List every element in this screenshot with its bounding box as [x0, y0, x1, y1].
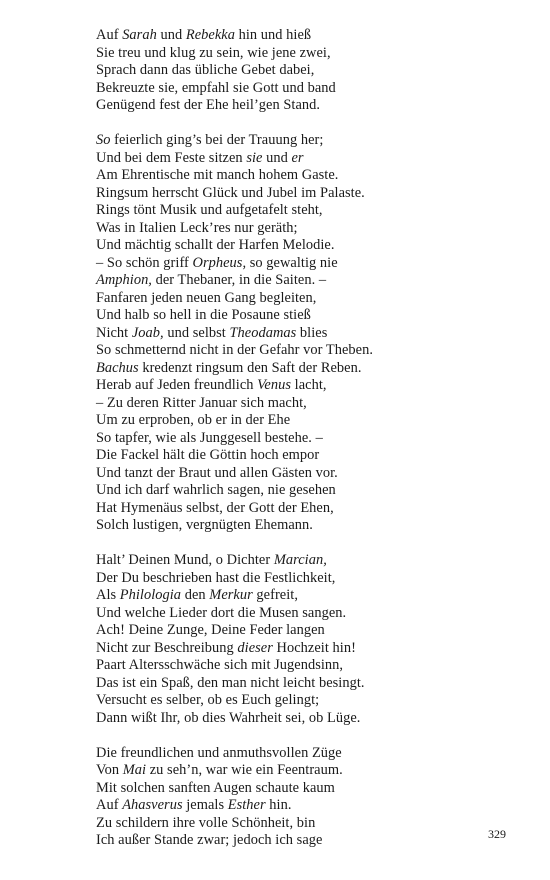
verse-line: [96, 832, 516, 850]
verse-text: und: [156, 27, 186, 43]
verse-line: [96, 45, 516, 63]
verse-text: – So schön griff: [96, 254, 193, 271]
verse-text: Auf: [96, 797, 123, 813]
italic-text: Sarah: [122, 27, 157, 43]
verse-text: gefreit,: [252, 587, 298, 603]
verse-line: [96, 325, 516, 343]
verse-text: Und halb so hell in die Posaune stieß: [96, 307, 311, 323]
verse-line: [96, 692, 516, 710]
verse-line: [96, 97, 516, 115]
stanza: [96, 745, 516, 850]
verse-line: [96, 342, 516, 360]
italic-text: Mai: [122, 762, 147, 778]
verse-line: [96, 62, 516, 80]
verse-line: [96, 377, 516, 395]
verse-text: Die Fackel hält die Göttin hoch empor: [96, 447, 320, 463]
verse-text: der Thebaner, in die Saiten. –: [151, 272, 327, 288]
verse-text: Ach! Deine Zunge, Deine Feder langen: [96, 622, 325, 638]
verse-line: [96, 220, 516, 238]
verse-text: Was in Italien Leck’res nur geräth;: [96, 219, 298, 236]
verse-text: Die freundlichen und anmuthsvollen Züge: [96, 744, 342, 761]
verse-text: Hat Hymenäus selbst, der Gott der Ehen,: [96, 499, 334, 516]
verse-text: So schmetternd nicht in der Gefahr vor Theben.: [96, 342, 373, 358]
verse-line: [96, 430, 516, 448]
verse-line: [96, 255, 516, 273]
verse-line: [96, 290, 516, 308]
verse-text: Nicht: [96, 324, 132, 341]
italic-text: Theodamas: [229, 324, 297, 341]
verse-text: Das ist ein Spaß, den man nicht leicht besingt.: [96, 674, 365, 691]
italic-text: Bachus: [96, 359, 139, 376]
verse-line: [96, 482, 516, 500]
verse-text: Nicht zur Beschreibung: [96, 639, 238, 656]
verse-text: Mit solchen sanften Augen schaute kaum: [96, 779, 335, 796]
verse-text: Als: [96, 587, 120, 603]
verse-text: Sie treu und klug zu sein, wie jene zwei,: [96, 44, 331, 61]
italic-text: sie: [246, 149, 263, 166]
verse-text: Sprach dann das übliche Gebet dabei,: [96, 62, 315, 78]
italic-text: Philologia: [119, 587, 182, 603]
verse-line: [96, 762, 516, 780]
verse-line: [96, 167, 516, 185]
verse-line: [96, 675, 516, 693]
verse-line: [96, 307, 516, 325]
verse-text: Bekreuzte sie, empfahl sie Gott und band: [96, 79, 336, 96]
verse-line: [96, 570, 516, 588]
verse-text: hin.: [265, 797, 292, 813]
verse-text: Um zu erproben, ob er in der Ehe: [96, 412, 291, 428]
verse-line: [96, 360, 516, 378]
verse-line: [96, 587, 516, 605]
verse-text: – Zu deren Ritter Januar sich macht,: [96, 394, 307, 411]
italic-text: Esther: [227, 797, 266, 813]
verse-line: [96, 815, 516, 833]
italic-text: er: [291, 149, 304, 166]
verse-text: Zu schildern ihre volle Schönheit, bin: [96, 814, 316, 831]
verse-text: Genügend fest der Ehe heil’gen Stand.: [96, 97, 321, 113]
verse-text: Rings tönt Musik und aufgetafelt steht,: [96, 202, 323, 218]
poem-text: [96, 27, 516, 867]
verse-text: Dann wißt Ihr, ob dies Wahrheit sei, ob Lüge.: [96, 709, 361, 726]
verse-text: Der Du beschrieben hast die Festlichkeit,: [96, 569, 336, 586]
verse-line: [96, 447, 516, 465]
verse-line: [96, 132, 516, 150]
verse-line: [96, 640, 516, 658]
verse-line: [96, 745, 516, 763]
page-number: 329: [488, 827, 506, 841]
verse-line: [96, 185, 516, 203]
italic-text: Orpheus,: [192, 254, 247, 271]
verse-text: Solch lustigen, vergnügten Ehemann.: [96, 517, 313, 533]
verse-text: blies: [296, 324, 328, 341]
verse-text: Und ich darf wahrlich sagen, nie gesehen: [96, 482, 336, 498]
verse-line: [96, 797, 516, 815]
italic-text: So: [96, 132, 111, 148]
verse-text: zu seh’n, war wie ein Feentraum.: [146, 762, 343, 778]
verse-text: Herab auf Jeden freundlich: [96, 377, 258, 393]
verse-text: kredenzt ringsum den Saft der Reben.: [138, 359, 362, 376]
italic-text: dieser: [237, 639, 273, 656]
verse-line: [96, 412, 516, 430]
verse-line: [96, 465, 516, 483]
verse-text: und selbst: [163, 324, 230, 341]
verse-text: feierlich ging’s bei der Trauung her;: [110, 132, 324, 148]
verse-text: Halt’ Deinen Mund, o Dichter: [96, 552, 274, 568]
verse-line: [96, 622, 516, 640]
verse-line: [96, 657, 516, 675]
verse-line: [96, 552, 516, 570]
verse-text: und: [262, 149, 292, 166]
italic-text: Marcian,: [273, 552, 327, 568]
verse-line: [96, 150, 516, 168]
verse-text: Ich außer Stande zwar; jedoch ich sage: [96, 832, 323, 848]
verse-line: [96, 780, 516, 798]
italic-text: Joab,: [131, 324, 164, 341]
verse-line: [96, 80, 516, 98]
italic-text: Ahasverus: [122, 797, 183, 813]
verse-text: So tapfer, wie als Junggesell bestehe. –: [96, 429, 323, 446]
verse-text: Paart Altersschwäche sich mit Jugendsinn,: [96, 657, 344, 673]
verse-text: so gewaltig nie: [246, 254, 338, 271]
stanza: [96, 132, 516, 535]
verse-text: Und bei dem Feste sitzen: [96, 149, 247, 166]
italic-text: Amphion,: [96, 272, 152, 288]
verse-text: Und mächtig schallt der Harfen Melodie.: [96, 237, 335, 253]
verse-text: den: [181, 587, 210, 603]
italic-text: Venus: [257, 377, 291, 393]
verse-text: jemals: [182, 797, 228, 813]
verse-line: [96, 500, 516, 518]
verse-line: [96, 517, 516, 535]
verse-text: Versucht es selber, ob es Euch gelingt;: [96, 692, 320, 708]
verse-text: Und tanzt der Braut und allen Gästen vor.: [96, 464, 338, 481]
verse-line: [96, 395, 516, 413]
verse-text: Auf: [96, 27, 123, 43]
verse-text: hin und hieß: [234, 27, 312, 43]
verse-text: Fanfaren jeden neuen Gang begleiten,: [96, 289, 317, 306]
verse-line: [96, 605, 516, 623]
verse-line: [96, 710, 516, 728]
stanza: [96, 27, 516, 115]
italic-text: Rebekka: [185, 27, 235, 43]
verse-line: [96, 202, 516, 220]
verse-text: Und welche Lieder dort die Musen sangen.: [96, 604, 347, 621]
verse-text: Am Ehrentische mit manch hohem Gaste.: [96, 167, 339, 183]
verse-line: [96, 237, 516, 255]
verse-text: Von: [96, 762, 123, 778]
verse-text: Ringsum herrscht Glück und Jubel im Palaste.: [96, 184, 365, 201]
verse-line: [96, 272, 516, 290]
stanza: [96, 552, 516, 727]
italic-text: Merkur: [209, 587, 253, 603]
verse-line: [96, 27, 516, 45]
verse-text: Hochzeit hin!: [272, 639, 356, 656]
verse-text: lacht,: [291, 377, 327, 393]
